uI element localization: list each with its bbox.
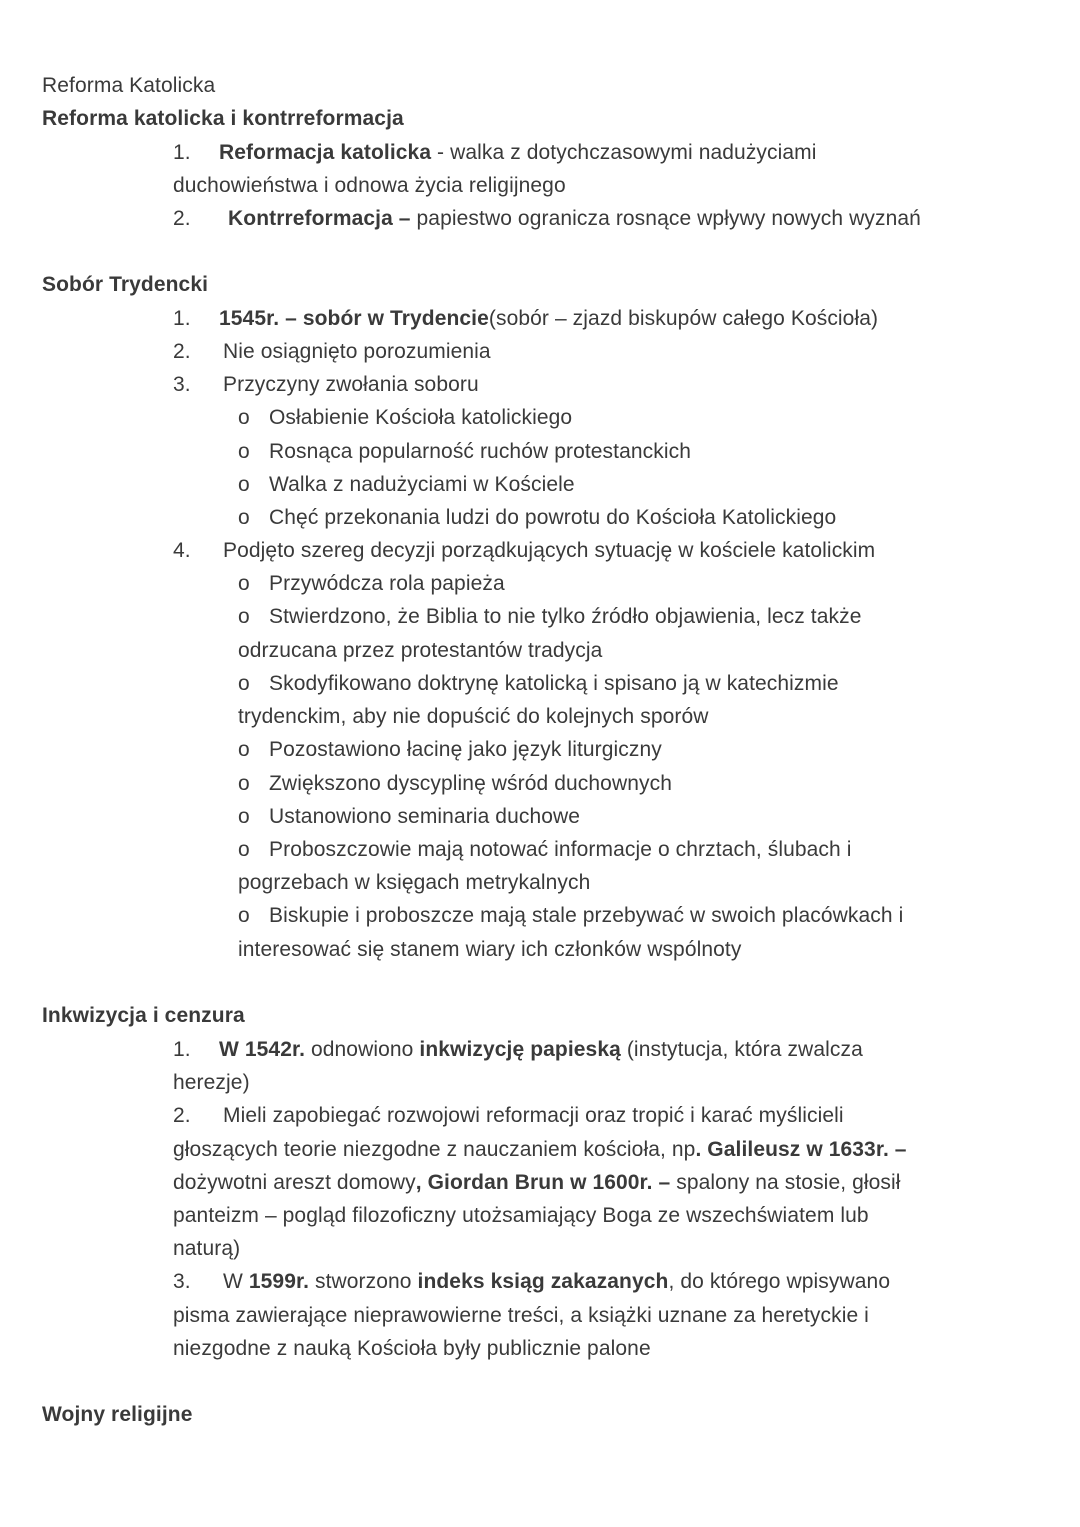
bullet-icon: o [238,904,250,927]
bullet-icon: o [238,838,250,861]
bullet-text: Proboszczowie mają notować informacje o chrztach, ślubach i [269,838,852,861]
list-number: 2. [173,207,191,230]
bullet-item [238,567,505,600]
list-item [173,302,878,335]
section-heading: Reforma katolicka i kontrreformacja [42,107,404,130]
bullet-icon: o [238,572,250,595]
bold-term: Reformacja katolicka [219,141,432,164]
list-item [173,136,817,169]
bullet-continuation: trydenckim, aby nie dopuścić do kolejnych sporów [238,705,709,728]
bullet-icon: o [238,772,250,795]
bold-term: indeks ksiąg zakazanych [417,1270,669,1293]
bullet-text: Rosnąca popularność ruchów protestanckich [269,440,691,463]
list-number: 1. [173,307,191,330]
list-item-continuation: naturą) [173,1237,241,1260]
item-text: W [223,1270,249,1293]
bold-term: Kontrreformacja – [228,207,411,230]
list-number: 1. [173,1038,191,1061]
bullet-icon: o [238,805,250,828]
bullet-text: Skodyfikowano doktrynę katolicką i spisano ją w katechizmie [269,672,839,695]
bullet-text: Stwierdzono, że Biblia to nie tylko źródło objawienia, lecz także [269,605,862,628]
item-text: - walka z dotychczasowymi nadużyciami [431,141,817,164]
bullet-continuation: odrzucana przez protestantów tradycja [238,639,603,662]
list-item-continuation: panteizm – pogląd filozoficzny utożsamiający Boga ze wszechświatem lub [173,1204,869,1227]
bullet-continuation: pogrzebach w księgach metrykalnych [238,871,591,894]
bullet-item [238,435,691,468]
list-item [173,335,491,368]
bullet-item [238,501,836,534]
list-number: 2. [173,1104,191,1127]
list-item [173,368,479,401]
item-text: (instytucja, która zwalcza [620,1038,863,1061]
item-text: (sobór – zjazd biskupów całego Kościoła) [488,307,879,330]
list-item [173,1265,890,1298]
bullet-item [238,767,672,800]
bullet-text: Osłabienie Kościoła katolickiego [269,406,573,429]
bullet-icon: o [238,605,250,628]
list-item-continuation [173,1166,901,1199]
item-text: papiestwo ogranicza rosnące wpływy nowych wyznań [410,207,921,230]
list-item-continuation: pisma zawierające nieprawowierne treści, a książki uznane za heretyckie i [173,1304,869,1327]
item-text: dożywotni areszt domowy [173,1171,416,1194]
bullet-icon: o [238,440,250,463]
bullet-item [238,833,852,866]
bullet-continuation: interesować się stanem wiary ich członków wspólnoty [238,938,742,961]
item-text: , do którego wpisywano [668,1270,891,1293]
bullet-text: Przywódcza rola papieża [269,572,505,595]
bullet-item [238,733,662,766]
list-item [173,1099,844,1132]
bullet-item [238,600,861,633]
bullet-item [238,800,580,833]
document-title: Reforma Katolicka [42,74,216,97]
bullet-text: Pozostawiono łacinę jako język liturgiczny [269,738,662,761]
list-number: 2. [173,340,191,363]
item-text: głoszących teorie niezgodne z nauczaniem kościoła, np [173,1138,696,1161]
item-text: Podjęto szereg decyzji porządkujących sytuację w kościele katolickim [223,539,876,562]
bold-term: inkwizycję papieską [419,1038,621,1061]
bullet-text: Zwiększono dyscyplinę wśród duchownych [269,772,672,795]
list-item [173,534,875,567]
list-number: 3. [173,373,191,396]
bold-term: 1599r. [248,1270,310,1293]
list-number: 4. [173,539,191,562]
section-heading: Sobór Trydencki [42,273,209,296]
bullet-item [238,468,575,501]
bullet-icon: o [238,473,250,496]
list-item [173,202,921,235]
item-text: Mieli zapobiegać rozwojowi reformacji oraz tropić i karać myślicieli [223,1104,844,1127]
item-text: spalony na stosie, głosił [670,1171,901,1194]
item-text: Przyczyny zwołania soboru [223,373,479,396]
bullet-text: Biskupie i proboszcze mają stale przebywać w swoich placówkach i [269,904,904,927]
section-heading: Wojny religijne [42,1403,193,1426]
bullet-text: Chęć przekonania ludzi do powrotu do Kościoła Katolickiego [269,506,837,529]
bullet-item [238,899,903,932]
bullet-text: Walka z nadużyciami w Kościele [269,473,575,496]
list-item [173,1033,863,1066]
bullet-item [238,401,572,434]
bullet-text: Ustanowiono seminaria duchowe [269,805,581,828]
list-item-continuation: duchowieństwa i odnowa życia religijnego [173,174,566,197]
bullet-icon: o [238,672,250,695]
list-number: 1. [173,141,191,164]
bullet-icon: o [238,506,250,529]
item-text: Nie osiągnięto porozumienia [223,340,491,363]
section-heading: Inkwizycja i cenzura [42,1004,245,1027]
list-item-continuation: herezje) [173,1071,250,1094]
list-item-continuation [173,1133,907,1166]
bullet-icon: o [238,738,250,761]
bold-term: 1545r. – sobór w Trydencie [219,307,489,330]
list-number: 3. [173,1270,191,1293]
bullet-icon: o [238,406,250,429]
item-text: stworzono [309,1270,418,1293]
bullet-item [238,667,839,700]
bold-term: , Giordan Brun w 1600r. – [415,1171,671,1194]
bold-term: . Galileusz w 1633r. – [695,1138,907,1161]
list-item-continuation: niezgodne z nauką Kościoła były publicznie palone [173,1337,651,1360]
bold-term: W 1542r. [219,1038,306,1061]
item-text: odnowiono [305,1038,420,1061]
